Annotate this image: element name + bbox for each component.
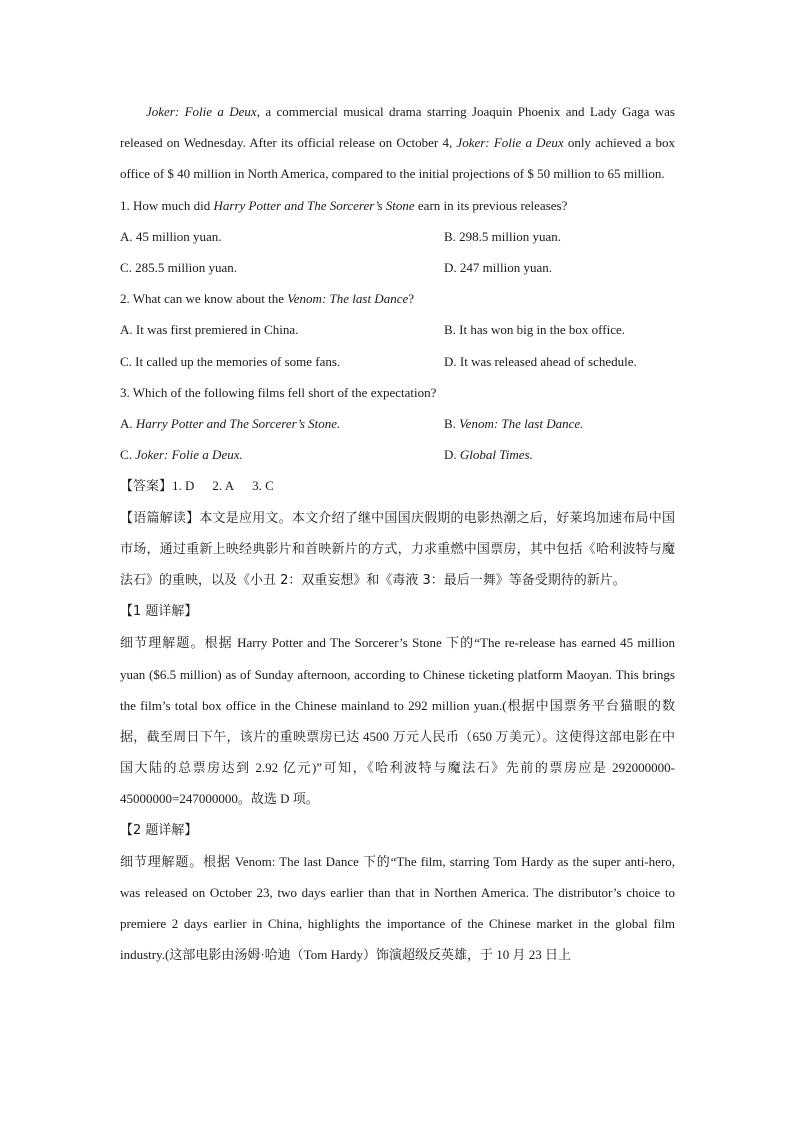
answer-3: 3. C [252, 478, 274, 494]
option-c: C. 285.5 million yuan. [120, 260, 237, 276]
question-1-options-row-2 [120, 252, 675, 283]
question-2-options-row-2 [120, 346, 675, 377]
question-1-options-row-1 [120, 221, 675, 252]
detail-1-paragraph: 细节理解题。根据 Harry Potter and The Sorcerer’s Stone 下的“The re-release has earned 45 million yuan ($6.5 million) as of Sunday afternoon, according to Chinese ticketing platform Maoyan. This brings the film’s total box office in the Chinese mainland to 292 million yuan.(根据中国票务平台猫眼的数据，截至周日下午，该片的重映票房已达 4500 万元人民币（650 万美元）。这使得这部电影在中国大陆的总票房达到 2.92 亿元)”可知，《哈利波特与魔法石》先前的票房应是 292000000-45000000=247000000。故选 D 项。 [120, 635, 675, 807]
answer-line [120, 470, 675, 502]
option-a: A. Harry Potter and The Sorcerer’s Stone. [120, 416, 341, 432]
option-d: D. Global Times. [444, 447, 533, 463]
question-1-stem: 1. How much did Harry Potter and The Sorcerer’s Stone earn in its previous releases? [120, 197, 568, 213]
question-3-stem: 3. Which of the following films fell short of the expectation? [120, 384, 437, 400]
film-title: Joker: Folie a Deux [456, 135, 564, 151]
question-2-stem: 2. What can we know about the Venom: The last Dance? [120, 291, 415, 307]
question-3-options-row-2 [120, 439, 675, 470]
option-d: D. It was released ahead of schedule. [444, 353, 637, 369]
interpretation-paragraph: 【语篇解读】本文是应用文。本文介绍了继中国国庆假期的电影热潮之后，好莱坞加速布局中国市场，通过重新上映经典影片和首映新片的方式，力求重燃中国票房，其中包括《哈利波特与魔法石》的重映，以及《小丑 2：双重妄想》和《毒液 3：最后一舞》等备受期待的新片。 [120, 510, 675, 589]
passage-paragraph: Joker: Folie a Deux, a commercial musical drama starring Joaquin Phoenix and Lady Gaga was released on Wednesday. After its official release on October 4, Joker: Folie a Deux only achieved a box office of $ 40 million in North America, compared to the initial projections of $ 50 million to 65 million. [120, 104, 676, 182]
option-c: C. Joker: Folie a Deux. [120, 447, 243, 463]
option-a: A. 45 million yuan. [120, 228, 222, 244]
option-b: B. Venom: The last Dance. [444, 416, 584, 432]
question-3-options-row-1 [120, 408, 675, 439]
answer-label: 【答案】 [120, 479, 173, 495]
detail-2-paragraph: 细节理解题。根据 Venom: The last Dance 下的“The film, starring Tom Hardy as the super anti-hero, was released on October 23, two days earlier than that in Northen America. The distributor’s choice to premiere 2 days earlier in China, highlights the importance of the Chinese market in the global film industry.(这部电影由汤姆·哈迪（Tom Hardy）饰演超级反英雄，于 10 月 23 日上 [120, 853, 675, 963]
interpretation-label: 【语篇解读】 [120, 510, 200, 526]
option-c: C. It called up the memories of some fans. [120, 353, 341, 369]
answer-2: 2. A [212, 478, 235, 494]
detail-2-heading: 【2 题详解】 [120, 822, 198, 838]
option-b: B. 298.5 million yuan. [444, 228, 561, 244]
film-title: Joker: Folie a Deux [146, 104, 257, 119]
option-d: D. 247 million yuan. [444, 260, 552, 276]
document-page [120, 96, 675, 971]
question-2-options-row-1 [120, 314, 675, 345]
option-b: B. It has won big in the box office. [444, 322, 626, 338]
option-a: A. It was first premiered in China. [120, 322, 299, 338]
answer-1: 1. D [172, 478, 195, 494]
detail-1-heading: 【1 题详解】 [120, 604, 198, 620]
